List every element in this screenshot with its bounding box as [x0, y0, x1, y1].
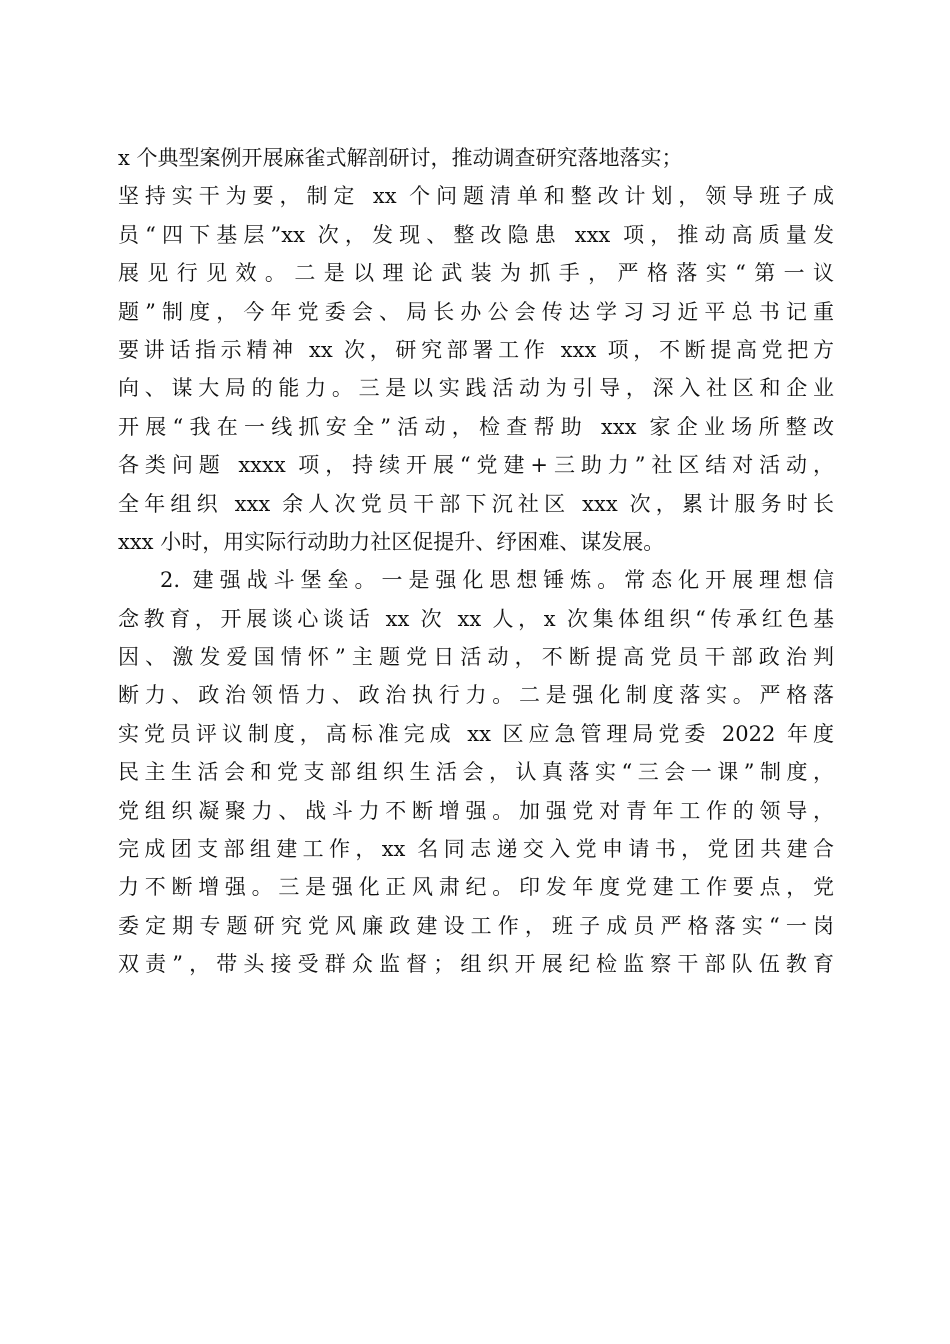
document-body — [118, 139, 834, 984]
text-line: 开展“我在一线抓安全”活动，检查帮助 xxx 家企业场所整改 — [118, 414, 834, 439]
text-line: 题”制度，今年党委会、局长办公会传达学习习近平总书记重 — [118, 299, 834, 324]
text-line: 要讲话指示精神 xx 次，研究部署工作 xxx 项，不断提高党把方 — [118, 337, 834, 362]
text-line: 力不断增强。三是强化正风肃纪。印发年度党建工作要点，党 — [118, 875, 834, 900]
text-line: 各类问题 xxxx 项，持续开展“党建+三助力”社区结对活动， — [118, 453, 834, 478]
text-line: 全年组织 xxx 余人次党员干部下沉社区 xxx 次，累计服务时长 — [118, 491, 834, 516]
paragraph-end-line: xxx 小时，用实际行动助力社区促提升、纾困难、谋发展。 — [118, 529, 665, 554]
text-line: 实党员评议制度，高标准完成 xx 区应急管理局党委 2022 年度 — [118, 721, 834, 746]
text-line: 念教育，开展谈心谈话 xx 次 xx 人，x 次集体组织“传承红色基 — [118, 606, 834, 631]
text-line: 党组织凝聚力、战斗力不断增强。加强党对青年工作的领导， — [118, 798, 834, 823]
text-line: 完成团支部组建工作，xx 名同志递交入党申请书，党团共建合 — [118, 837, 834, 862]
text-line: 坚持实干为要，制定 xx 个问题清单和整改计划，领导班子成 — [118, 184, 834, 209]
text-line: 员“四下基层”xx 次，发现、整改隐患 xxx 项，推动高质量发 — [118, 222, 834, 247]
text-line: 断力、政治领悟力、政治执行力。二是强化制度落实。严格落 — [118, 683, 834, 708]
section-heading-line: 2. 建强战斗堡垒。一是强化思想锤炼。常态化开展理想信 — [160, 568, 834, 593]
text-line: 向、谋大局的能力。三是以实践活动为引导，深入社区和企业 — [118, 376, 834, 401]
text-line: 民主生活会和党支部组织生活会，认真落实“三会一课”制度， — [118, 760, 834, 785]
text-line: 展见行见效。二是以理论武装为抓手，严格落实“第一议 — [118, 261, 834, 286]
text-line: 因、激发爱国情怀”主题党日活动，不断提高党员干部政治判 — [118, 645, 834, 670]
text-line: 委定期专题研究党风廉政建设工作，班子成员严格落实“一岗 — [118, 913, 834, 938]
text-line: 双责”，带头接受群众监督；组织开展纪检监察干部队伍教育 — [118, 952, 834, 977]
text-line: x 个典型案例开展麻雀式解剖研讨，推动调查研究落地落实； — [118, 146, 683, 170]
